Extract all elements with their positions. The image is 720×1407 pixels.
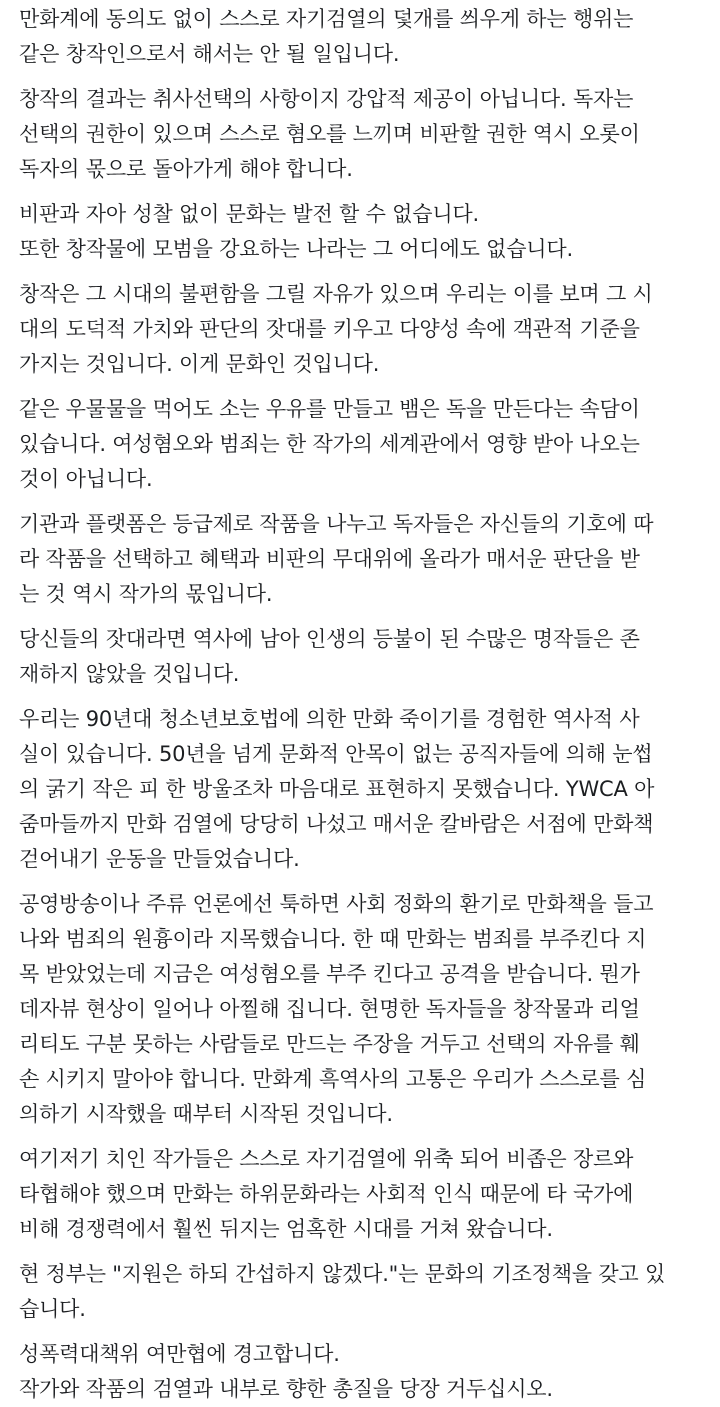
paragraph bbox=[19, 277, 704, 382]
paragraph bbox=[19, 1142, 704, 1247]
text-line: 비해 경쟁력에서 훨씬 뒤지는 엄혹한 시대를 거쳐 왔습니다. bbox=[19, 1217, 553, 1241]
text-line: 의하기 시작했을 때부터 시작된 것입니다. bbox=[19, 1102, 393, 1126]
paragraph bbox=[19, 887, 704, 1132]
text-line: 당신들의 잣대라면 역사에 남아 인생의 등불이 된 수많은 명작들은 존 bbox=[19, 627, 640, 651]
text-line: 목 받았었는데 지금은 여성혐오를 부주 킨다고 공격을 받습니다. 뭔가 bbox=[19, 962, 640, 986]
paragraph bbox=[19, 1257, 704, 1327]
text-line: 재하지 않았을 것입니다. bbox=[19, 662, 240, 686]
paragraph bbox=[19, 702, 704, 877]
text-line: 줌마들까지 만화 검열에 당당히 나섰고 매서운 칼바람은 서점에 만화책 bbox=[19, 812, 654, 836]
text-line: 데자뷰 현상이 일어나 아찔해 집니다. 현명한 독자들을 창작물과 리얼 bbox=[19, 997, 640, 1021]
paragraph bbox=[19, 1337, 704, 1407]
text-line: 같은 창작인으로서 해서는 안 될 일입니다. bbox=[19, 42, 400, 66]
text-line: 나와 범죄의 원흉이라 지목했습니다. 한 때 만화는 범죄를 부주킨다 지 bbox=[19, 927, 647, 951]
text-line: 라 작품을 선택하고 혜택과 비판의 무대위에 올라가 매서운 판단을 받 bbox=[19, 547, 640, 571]
text-line: 습니다. bbox=[19, 1297, 86, 1321]
text-line: 실이 있습니다. 50년을 넘게 문화적 안목이 없는 공직자들에 의해 눈썹 bbox=[19, 742, 653, 766]
paragraph bbox=[19, 197, 704, 267]
paragraph bbox=[19, 622, 704, 692]
paragraph bbox=[19, 507, 704, 612]
text-line: 있습니다. 여성혐오와 범죄는 한 작가의 세계관에서 영향 받아 나오는 bbox=[19, 432, 640, 456]
paragraph bbox=[19, 392, 704, 497]
text-line: 대의 도덕적 가치와 판단의 잣대를 키우고 다양성 속에 객관적 기준을 bbox=[19, 317, 640, 341]
text-line: 비판과 자아 성찰 없이 문화는 발전 할 수 없습니다. bbox=[19, 202, 479, 226]
text-line: 같은 우물물을 먹어도 소는 우유를 만들고 뱀은 독을 만든다는 속담이 bbox=[19, 397, 640, 421]
text-line: 걷어내기 운동을 만들었습니다. bbox=[19, 847, 300, 871]
text-line: 공영방송이나 주류 언론에선 툭하면 사회 정화의 환기로 만화책을 들고 bbox=[19, 892, 654, 916]
text-line: 창작은 그 시대의 불편함을 그릴 자유가 있으며 우리는 이를 보며 그 시 bbox=[19, 282, 653, 306]
text-line: 여기저기 치인 작가들은 스스로 자기검열에 위축 되어 비좁은 장르와 bbox=[19, 1147, 634, 1171]
text-line: 현 정부는 "지원은 하되 간섭하지 않겠다."는 문화의 기조정책을 갖고 있 bbox=[19, 1262, 666, 1286]
text-line: 선택의 권한이 있으며 스스로 혐오를 느끼며 비판할 권한 역시 오롯이 bbox=[19, 122, 640, 146]
text-line: 가지는 것입니다. 이게 문화인 것입니다. bbox=[19, 352, 380, 376]
text-line: 리티도 구분 못하는 사람들로 만드는 주장을 거두고 선택의 자유를 훼 bbox=[19, 1032, 640, 1056]
text-line: 독자의 몫으로 돌아가게 해야 합니다. bbox=[19, 157, 353, 181]
text-line: 는 것 역시 작가의 몫입니다. bbox=[19, 582, 273, 606]
text-line: 성폭력대책위 여만협에 경고합니다. bbox=[19, 1342, 340, 1366]
text-line: 우리는 90년대 청소년보호법에 의한 만화 죽이기를 경험한 역사적 사 bbox=[19, 707, 640, 731]
paragraph bbox=[19, 82, 704, 187]
text-line: 기관과 플랫폼은 등급제로 작품을 나누고 독자들은 자신들의 기호에 따 bbox=[19, 512, 654, 536]
text-line: 창작의 결과는 취사선택의 사항이지 강압적 제공이 아닙니다. 독자는 bbox=[19, 87, 634, 111]
text-line: 작가와 작품의 검열과 내부로 향한 총질을 당장 거두십시오. bbox=[19, 1377, 553, 1401]
text-line: 또한 창작물에 모범을 강요하는 나라는 그 어디에도 없습니다. bbox=[19, 237, 573, 261]
text-line: 타협해야 했으며 만화는 하위문화라는 사회적 인식 때문에 타 국가에 bbox=[19, 1182, 634, 1206]
text-line: 손 시키지 말아야 합니다. 만화계 흑역사의 고통은 우리가 스스로를 심 bbox=[19, 1067, 647, 1091]
text-line: 만화계에 동의도 없이 스스로 자기검열의 덫개를 씌우게 하는 행위는 bbox=[19, 7, 634, 31]
paragraph bbox=[19, 2, 704, 72]
text-line: 것이 아닙니다. bbox=[19, 467, 153, 491]
text-line: 의 굵기 작은 피 한 방울조차 마음대로 표현하지 못했습니다. YWCA 아 bbox=[19, 777, 655, 801]
